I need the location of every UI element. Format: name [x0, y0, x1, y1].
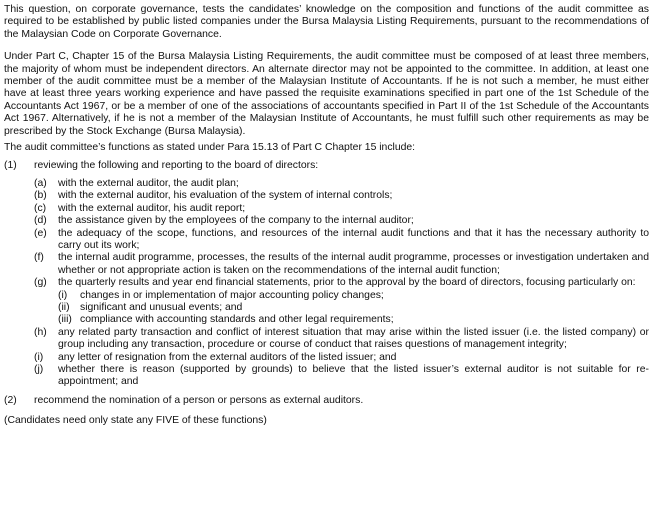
review-sublist [34, 178, 649, 389]
list-item-text: any related party transaction and conflict of interest situation that may arise within the listed issuer (i.e. the listed company) or group including any transaction, procedure or course of conduct that raises questions of management integrity; [58, 326, 649, 351]
list-item-number: (f) [34, 252, 44, 264]
list-item [34, 190, 649, 202]
candidates-note: (Candidates need only state any FIVE of these functions) [4, 415, 267, 427]
sub-list-item-number: (ii) [58, 301, 70, 313]
list-item [34, 215, 649, 227]
intro-paragraph: This question, on corporate governance, tests the candidates’ knowledge on the composition and functions of the audit committee as required to be established by public listed companies under the Bursa Malaysia Listing Requirements, pursuant to the recommendations of the Malaysian Code on Corporate Governance. [4, 4, 649, 40]
sub-list-item [58, 290, 649, 302]
focus-sublist [58, 290, 649, 327]
list-item [34, 228, 649, 253]
list-item [34, 352, 649, 364]
list-item [34, 178, 649, 190]
list-item-text: the adequacy of the scope, functions, and resources of the internal audit functions and that it has the necessary authority to carry out its work; [58, 227, 649, 251]
item-text: reviewing the following and reporting to the board of directors: [34, 160, 319, 172]
list-item-number: (i) [34, 351, 44, 363]
list-item-number: (e) [34, 227, 47, 239]
sub-list-item-number: (i) [58, 289, 68, 301]
list-item [34, 277, 649, 327]
list-item-number: (a) [34, 177, 47, 189]
list-item-number: (h) [34, 326, 47, 338]
sub-list-item-text: significant and unusual events; and [80, 301, 243, 313]
item-number: (2) [4, 394, 17, 406]
list-item [34, 252, 649, 277]
list-item-text: with the external auditor, the audit plan; [58, 177, 239, 189]
list-item-text: any letter of resignation from the external auditors of the listed issuer; and [58, 351, 397, 363]
list-item-number: (c) [34, 202, 47, 214]
sub-list-item [58, 302, 649, 314]
functions-lead: The audit committee’s functions as stated under Para 15.13 of Part C Chapter 15 include: [4, 142, 416, 154]
list-item [34, 364, 649, 389]
sub-list-item-number: (iii) [58, 314, 72, 326]
list-item-text: whether there is reason (supported by grounds) to believe that the listed issuer’s external auditor is not suitable for re-appointment; and [58, 363, 649, 388]
list-item-number: (b) [34, 190, 47, 202]
list-item [34, 203, 649, 215]
list-item-text: with the external auditor, his audit report; [58, 202, 246, 214]
list-item-number: (g) [34, 277, 47, 289]
list-item-text: with the external auditor, his evaluation of the system of internal controls; [58, 190, 393, 202]
list-item-number: (j) [34, 363, 44, 375]
list-item [34, 327, 649, 352]
list-item-text: the quarterly results and year end financial statements, prior to the approval by the board of directors, focusing particularly on: [58, 277, 636, 289]
item-number: (1) [4, 160, 17, 172]
list-item-text: the internal audit programme, processes, the results of the internal audit programme, processes or investigation undertaken and whether or not appropriate action is taken on the recommendations of the internal audit function; [58, 252, 649, 276]
list-item-body [58, 277, 649, 327]
sub-list-item-text: compliance with accounting standards and other legal requirements; [80, 314, 394, 326]
list-item-text: the assistance given by the employees of the company to the internal auditor; [58, 215, 414, 227]
function-item-2 [4, 395, 649, 407]
item-text: recommend the nomination of a person or persons as external auditors. [34, 394, 364, 406]
sub-list-item-text: changes in or implementation of major accounting policy changes; [80, 289, 384, 301]
part-c-paragraph: Under Part C, Chapter 15 of the Bursa Malaysia Listing Requirements, the audit committee must be composed of at least three members, the majority of whom must be independent directors. An alternate director may not be appointed to the committee. In addition, at least one member of the audit committee must be a member of the Malaysian Institute of Accountants. If he is not such a member, he must either have at least three years working experience and have passed the requisite examinations specified in part one of the 1st Schedule of the Accountants Act 1967, or be a member of one of the associations of accountants specified in Part II of the 1st Schedule of the Accountants Act 1967. Alternatively, if he is not a member of the Malaysian Institute of Accountants, he must fulfill such other requirements as may be prescribed by the Stock Exchange (Bursa Malaysia). [4, 51, 649, 137]
function-item-1 [4, 160, 649, 172]
sub-list-item [58, 314, 649, 326]
list-item-number: (d) [34, 215, 47, 227]
